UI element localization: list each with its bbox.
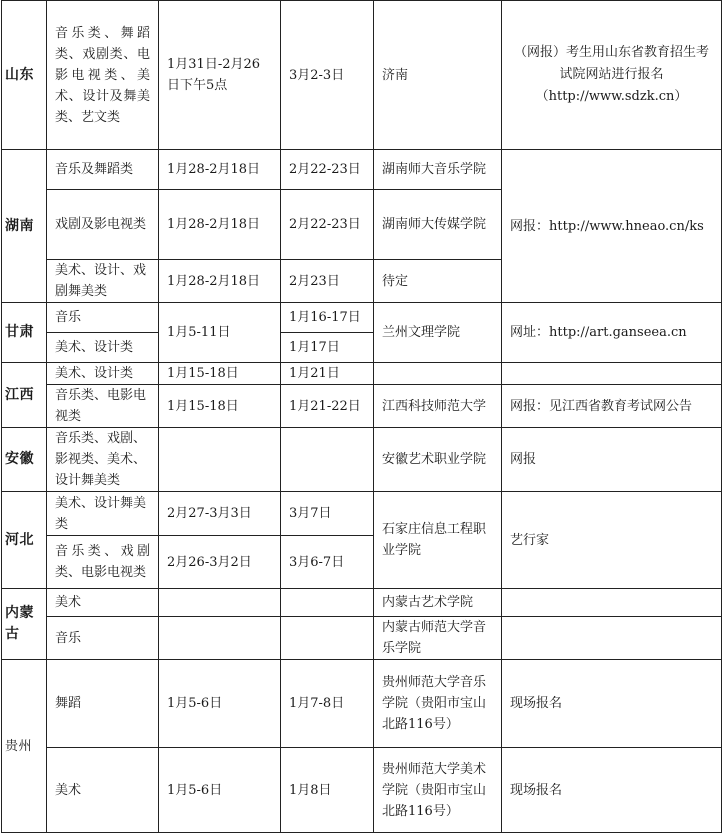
- note-cell: 网址：http://art.ganseea.cn: [502, 303, 722, 363]
- note-cell: 现场报名: [502, 748, 722, 833]
- location-cell: 内蒙古师范大学音乐学院: [374, 617, 502, 660]
- category-cell: 音乐: [47, 617, 159, 660]
- category-cell: 音乐类、戏剧类、电影电视类: [47, 536, 159, 589]
- table-row: [2, 385, 722, 428]
- province-cell: 内蒙古: [2, 589, 47, 660]
- note-cell: 网报: [502, 428, 722, 492]
- location-cell: 内蒙古艺术学院: [374, 589, 502, 617]
- exam-date-cell: 1月8日: [281, 748, 374, 833]
- registration-date-cell: [159, 589, 281, 617]
- note-cell: [502, 589, 722, 617]
- location-cell: 贵州师范大学音乐学院（贵阳市宝山北路116号）: [374, 660, 502, 748]
- exam-date-cell: 1月21-22日: [281, 385, 374, 428]
- note-cell: 网报：http://www.hneao.cn/ks: [502, 150, 722, 303]
- table-row: [2, 363, 722, 385]
- category-cell: 舞蹈: [47, 660, 159, 748]
- location-cell: 贵州师范大学美术学院（贵阳市宝山北路116号）: [374, 748, 502, 833]
- location-cell: 石家庄信息工程职业学院: [374, 492, 502, 589]
- table-row: [2, 617, 722, 660]
- exam-date-cell: 3月2-3日: [281, 1, 374, 150]
- exam-date-cell: 1月17日: [281, 333, 374, 363]
- table-row: [2, 303, 722, 333]
- registration-date-cell: [159, 428, 281, 492]
- province-cell: 山东: [2, 1, 47, 150]
- category-cell: 美术、设计、戏剧舞美类: [47, 260, 159, 303]
- exam-date-cell: 2月22-23日: [281, 150, 374, 190]
- registration-date-cell: 2月26-3月2日: [159, 536, 281, 589]
- location-cell: 兰州文理学院: [374, 303, 502, 363]
- category-cell: 音乐: [47, 303, 159, 333]
- location-cell: [374, 363, 502, 385]
- category-cell: 美术: [47, 748, 159, 833]
- registration-date-cell: 1月5-6日: [159, 748, 281, 833]
- province-cell: 安徽: [2, 428, 47, 492]
- location-cell: 安徽艺术职业学院: [374, 428, 502, 492]
- note-cell: （网报）考生用山东省教育招生考试院网站进行报名（http://www.sdzk.cn）: [502, 1, 722, 150]
- registration-date-cell: 1月5-6日: [159, 660, 281, 748]
- province-cell: 甘肃: [2, 303, 47, 363]
- category-cell: 美术、设计舞美类: [47, 492, 159, 536]
- exam-date-cell: [281, 617, 374, 660]
- table-row: [2, 589, 722, 617]
- exam-date-cell: 1月16-17日: [281, 303, 374, 333]
- registration-table: [1, 0, 722, 833]
- exam-date-cell: [281, 428, 374, 492]
- category-cell: 音乐类、舞蹈类、戏剧类、电影电视类、美术、设计及舞美类、艺文类: [47, 1, 159, 150]
- note-cell: 现场报名: [502, 660, 722, 748]
- table-row: [2, 150, 722, 190]
- exam-date-cell: 2月23日: [281, 260, 374, 303]
- exam-date-cell: [281, 589, 374, 617]
- registration-date-cell: 1月15-18日: [159, 385, 281, 428]
- registration-date-cell: [159, 617, 281, 660]
- registration-date-cell: 2月27-3月3日: [159, 492, 281, 536]
- registration-date-cell: 1月31日-2月26日下午5点: [159, 1, 281, 150]
- province-cell: 湖南: [2, 150, 47, 303]
- table-row: [2, 1, 722, 150]
- category-cell: 美术、设计类: [47, 333, 159, 363]
- registration-date-cell: 1月28-2月18日: [159, 150, 281, 190]
- location-cell: 待定: [374, 260, 502, 303]
- registration-date-cell: 1月28-2月18日: [159, 260, 281, 303]
- exam-date-cell: 3月6-7日: [281, 536, 374, 589]
- location-cell: 济南: [374, 1, 502, 150]
- location-cell: 江西科技师范大学: [374, 385, 502, 428]
- table-row: [2, 660, 722, 748]
- table-row: [2, 492, 722, 536]
- registration-date-cell: 1月28-2月18日: [159, 190, 281, 260]
- table-row: [2, 428, 722, 492]
- category-cell: 戏剧及影电视类: [47, 190, 159, 260]
- note-cell: [502, 617, 722, 660]
- exam-date-cell: 3月7日: [281, 492, 374, 536]
- province-cell: 贵州: [2, 660, 47, 833]
- category-cell: 音乐类、戏剧、影视类、美术、设计舞美类: [47, 428, 159, 492]
- registration-date-cell: 1月5-11日: [159, 303, 281, 363]
- note-cell: 艺行家: [502, 492, 722, 589]
- category-cell: 美术、设计类: [47, 363, 159, 385]
- note-cell: [502, 363, 722, 385]
- registration-date-cell: 1月15-18日: [159, 363, 281, 385]
- exam-date-cell: 2月22-23日: [281, 190, 374, 260]
- category-cell: 音乐及舞蹈类: [47, 150, 159, 190]
- category-cell: 音乐类、电影电视类: [47, 385, 159, 428]
- note-cell: 网报：见江西省教育考试网公告: [502, 385, 722, 428]
- exam-date-cell: 1月21日: [281, 363, 374, 385]
- location-cell: 湖南师大传媒学院: [374, 190, 502, 260]
- table-row: [2, 748, 722, 833]
- category-cell: 美术: [47, 589, 159, 617]
- province-cell: 河北: [2, 492, 47, 589]
- location-cell: 湖南师大音乐学院: [374, 150, 502, 190]
- province-cell: 江西: [2, 363, 47, 428]
- exam-date-cell: 1月7-8日: [281, 660, 374, 748]
